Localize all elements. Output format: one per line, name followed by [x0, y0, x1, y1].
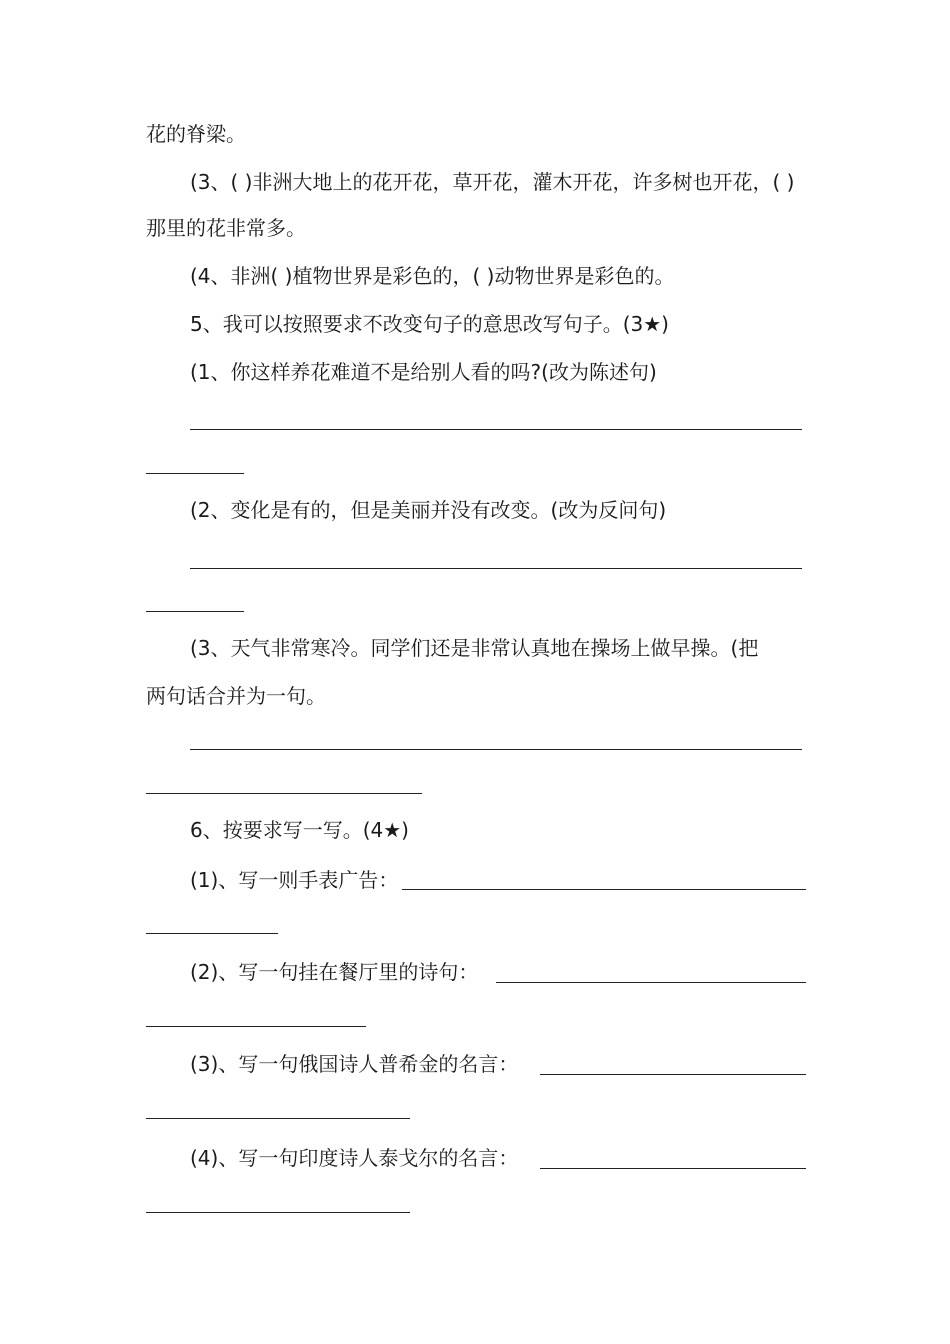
- question-6-2: (2)、写一句挂在餐厅里的诗句：: [190, 960, 479, 984]
- text-line-2: (3、( )非洲大地上的花开花，草开花，灌木开花，许多树也开花，( ): [190, 170, 795, 194]
- question-5-1: (1、你这样养花难道不是给别人看的吗?(改为陈述句): [190, 360, 657, 384]
- question-6-1: (1)、写一则手表广告：: [190, 868, 399, 892]
- answer-line-6-3b[interactable]: [146, 1117, 410, 1119]
- answer-line-5-1b[interactable]: [146, 472, 244, 474]
- answer-line-6-1b[interactable]: [146, 932, 278, 934]
- answer-line-5-1a[interactable]: [190, 428, 802, 430]
- answer-line-5-3b[interactable]: [146, 792, 422, 794]
- answer-line-6-2a[interactable]: [496, 981, 806, 983]
- question-5-3: (3、天气非常寒冷。同学们还是非常认真地在操场上做早操。(把: [190, 636, 759, 660]
- question-6-4: (4)、写一句印度诗人泰戈尔的名言：: [190, 1146, 519, 1170]
- answer-line-5-2a[interactable]: [190, 567, 802, 569]
- text-line-4: (4、非洲( )植物世界是彩色的，( )动物世界是彩色的。: [190, 264, 675, 288]
- text-line-3: 那里的花非常多。: [146, 216, 306, 240]
- question-5-2: (2、变化是有的，但是美丽并没有改变。(改为反问句): [190, 498, 667, 522]
- question-5-heading: 5、我可以按照要求不改变句子的意思改写句子。(3★): [190, 312, 669, 336]
- answer-line-6-3a[interactable]: [540, 1073, 806, 1075]
- text-line-1: 花的脊梁。: [146, 122, 246, 146]
- answer-line-5-2b[interactable]: [146, 610, 244, 612]
- answer-line-6-4a[interactable]: [540, 1167, 806, 1169]
- question-5-3-cont: 两句话合并为一句。: [146, 684, 326, 708]
- answer-line-6-4b[interactable]: [146, 1211, 410, 1213]
- answer-line-5-3a[interactable]: [190, 748, 802, 750]
- answer-line-6-1a[interactable]: [402, 888, 806, 890]
- question-6-3: (3)、写一句俄国诗人普希金的名言：: [190, 1052, 519, 1076]
- question-6-heading: 6、按要求写一写。(4★): [190, 818, 409, 842]
- answer-line-6-2b[interactable]: [146, 1025, 366, 1027]
